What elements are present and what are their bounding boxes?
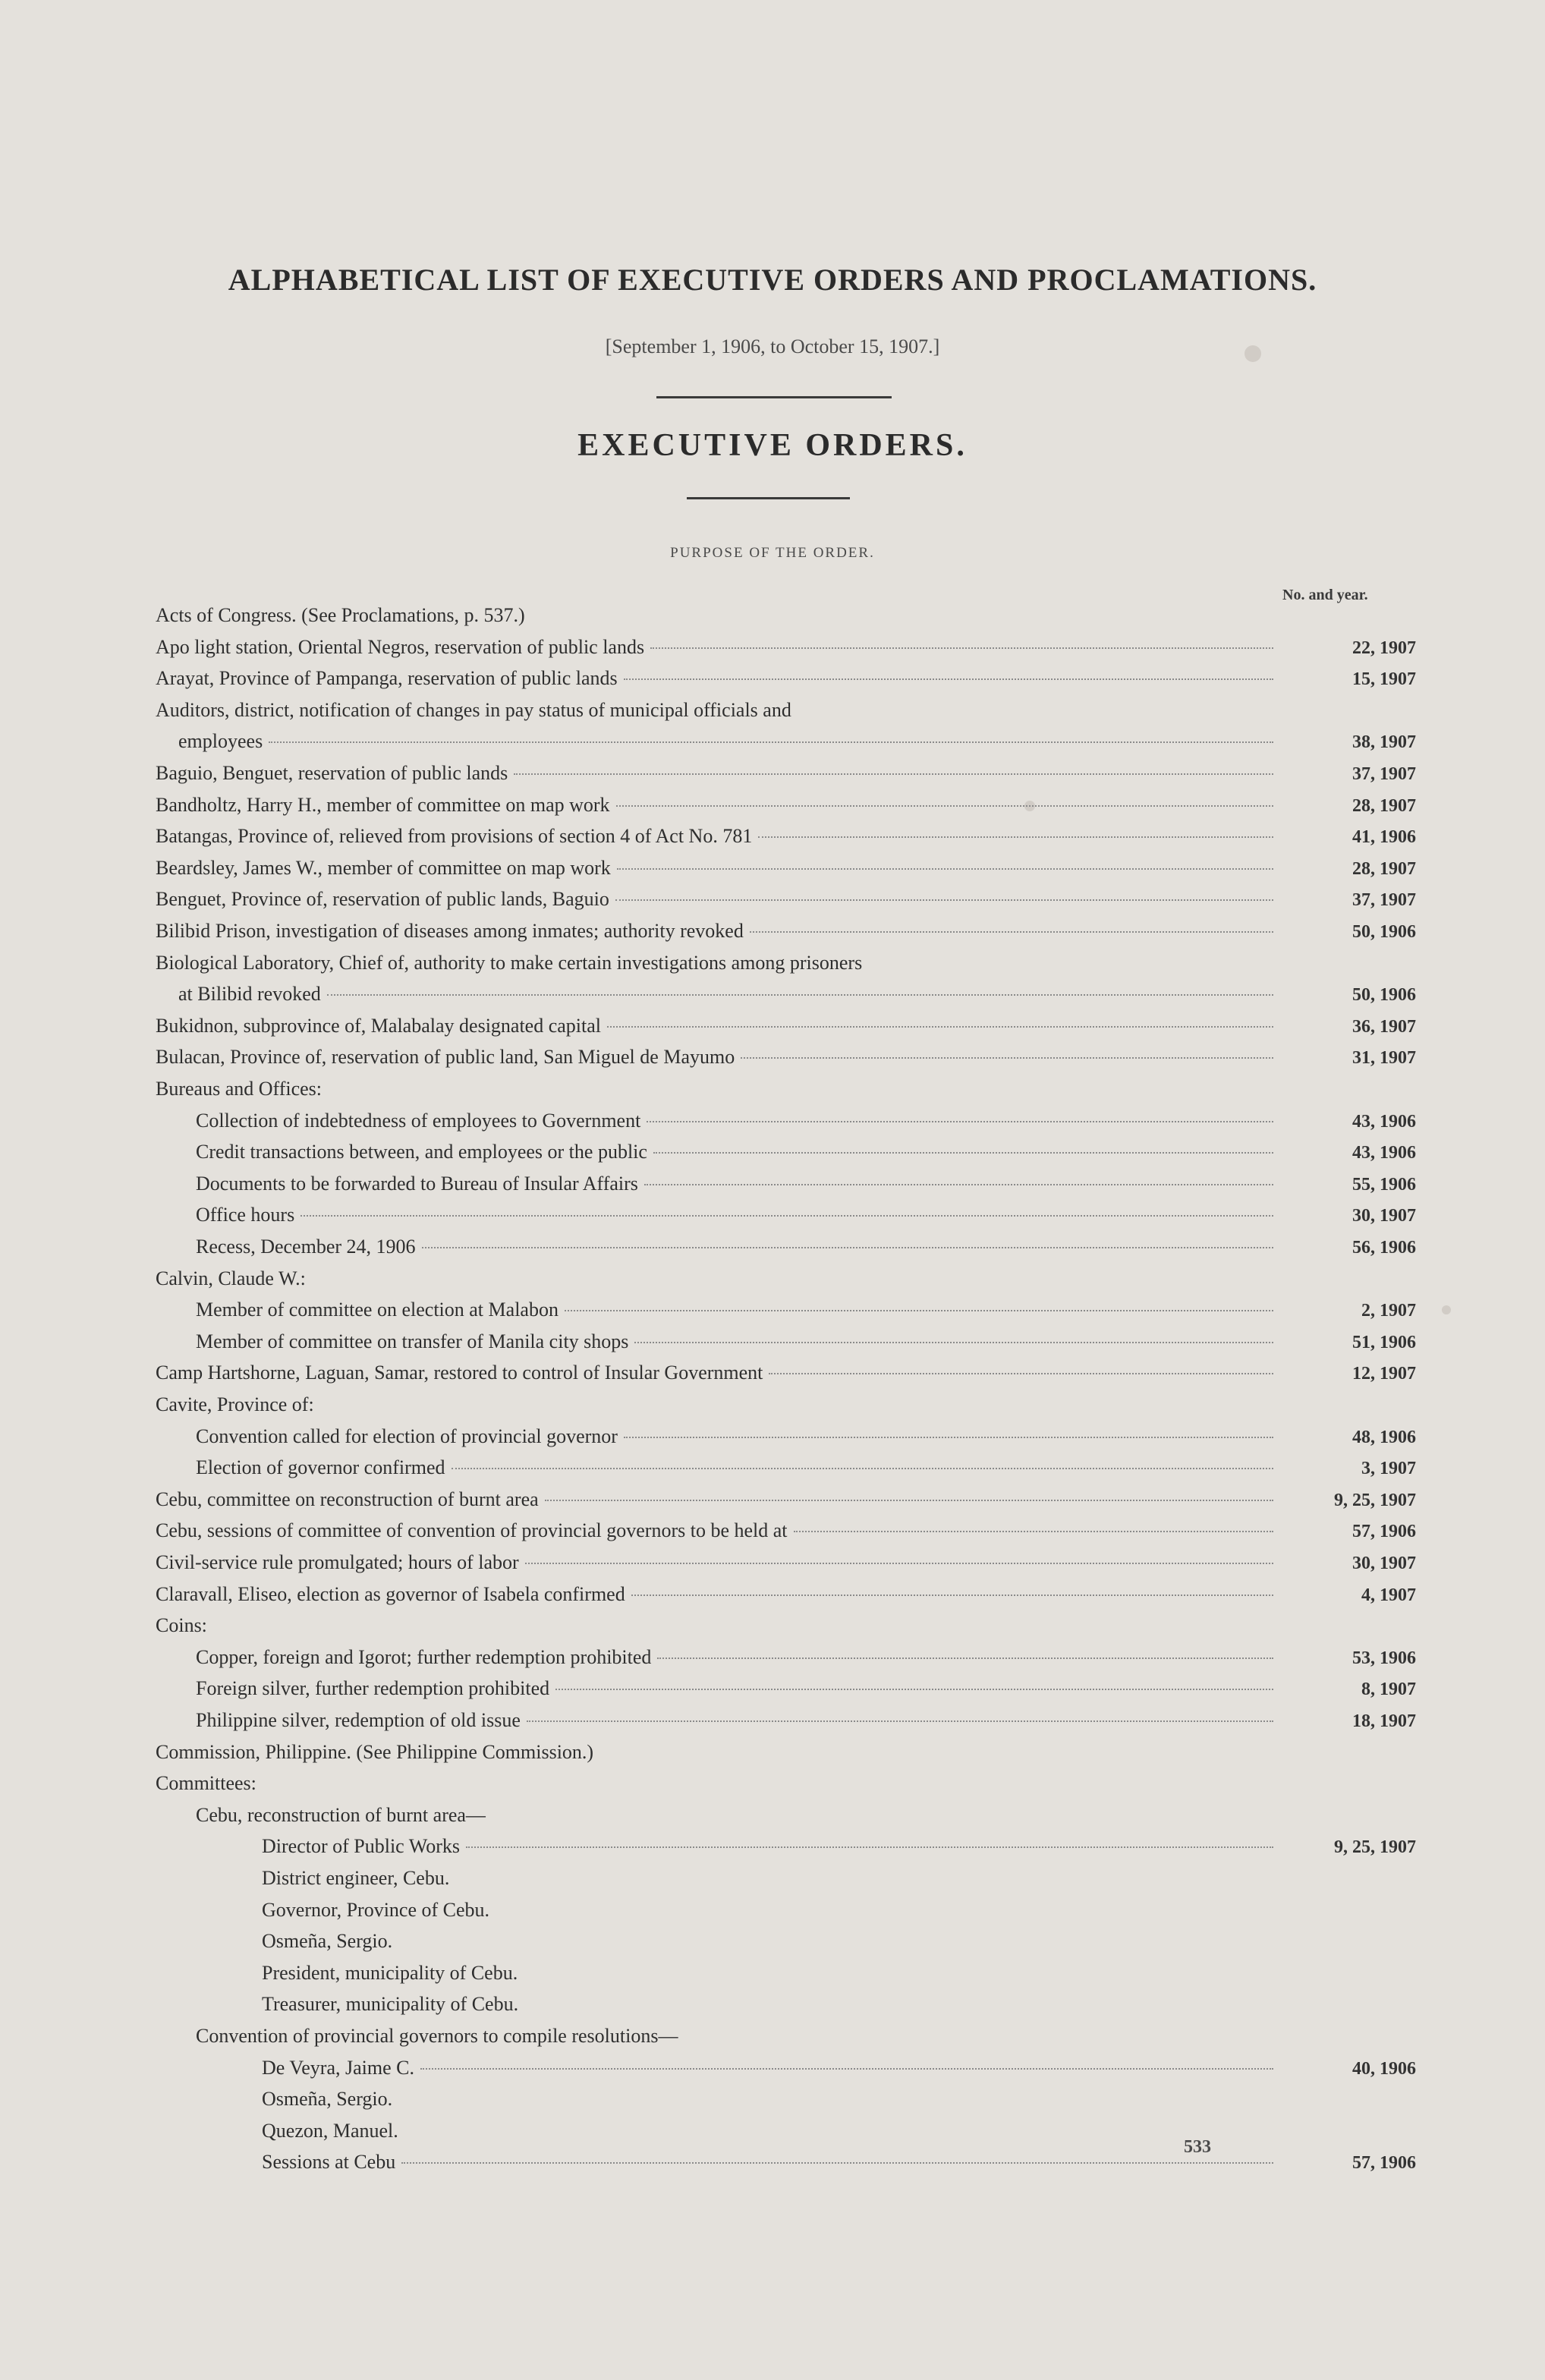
page-title: ALPHABETICAL LIST OF EXECUTIVE ORDERS AND PROCLAMATIONS. xyxy=(228,263,1317,297)
leader-dots xyxy=(514,773,1273,775)
leader-dots xyxy=(565,1310,1273,1311)
entry-number-year: 30, 1907 xyxy=(1352,1206,1416,1226)
entry-text: De Veyra, Jaime C. xyxy=(262,2056,414,2079)
entry-text: Beardsley, James W., member of committee on map work xyxy=(156,856,611,879)
entry-text: Convention called for election of provincial governor xyxy=(196,1425,618,1447)
entry-text: Member of committee on election at Malabon xyxy=(196,1299,559,1321)
index-entry xyxy=(196,1804,1416,1834)
leader-dots xyxy=(401,2162,1273,2164)
index-entry xyxy=(262,1993,1416,2023)
entry-text: Committees: xyxy=(156,1772,256,1795)
entry-number-year: 41, 1906 xyxy=(1352,827,1416,848)
leader-dots xyxy=(631,1595,1273,1596)
entry-number-year: 37, 1907 xyxy=(1352,764,1416,784)
column-title: PURPOSE OF THE ORDER. xyxy=(670,545,875,561)
leader-dots xyxy=(269,741,1273,743)
entry-text: Copper, foreign and Igorot; further redemption prohibited xyxy=(196,1645,652,1668)
date-range-subtitle: [September 1, 1906, to October 15, 1907.] xyxy=(605,335,940,357)
index-entry xyxy=(156,1741,1416,1771)
leader-dots xyxy=(758,836,1273,838)
index-entry xyxy=(262,1899,1416,1929)
entry-text: Cavite, Province of: xyxy=(156,1393,314,1415)
entry-text: Benguet, Province of, reservation of public lands, Baguio xyxy=(156,888,609,911)
entry-text: Documents to be forwarded to Bureau of Insular Affairs xyxy=(196,1172,638,1195)
leader-dots xyxy=(741,1057,1273,1059)
index-entry xyxy=(156,825,1416,855)
entry-text: Calvin, Claude W.: xyxy=(156,1267,306,1289)
entry-number-year: 48, 1906 xyxy=(1352,1427,1416,1447)
index-entry xyxy=(178,730,1416,760)
entry-text: Bukidnon, subprovince of, Malabalay designated capital xyxy=(156,1014,602,1037)
entry-text: President, municipality of Cebu. xyxy=(262,1961,518,1984)
index-entry xyxy=(196,1236,1416,1266)
index-entry xyxy=(196,1204,1416,1234)
entry-number-year: 9, 25, 1907 xyxy=(1334,1490,1416,1510)
index-entry xyxy=(262,1835,1416,1865)
entry-text: Director of Public Works xyxy=(262,1835,460,1858)
entry-number-year: 57, 1906 xyxy=(1352,2153,1416,2174)
leader-dots xyxy=(327,994,1273,996)
entry-text: Batangas, Province of, relieved from provisions of section 4 of Act No. 781 xyxy=(156,825,753,848)
entry-text: Philippine silver, redemption of old issue xyxy=(196,1709,521,1731)
index-entry xyxy=(262,2120,1416,2150)
leader-dots xyxy=(607,1026,1273,1028)
index-entry xyxy=(262,1867,1416,1897)
entry-number-year: 3, 1907 xyxy=(1361,1459,1416,1479)
entry-number-year: 9, 25, 1907 xyxy=(1334,1837,1416,1858)
leader-dots xyxy=(420,2068,1273,2070)
index-entry xyxy=(262,1930,1416,1960)
entry-text: Recess, December 24, 1906 xyxy=(196,1236,416,1258)
index-entry xyxy=(156,1772,1416,1802)
entry-text: Credit transactions between, and employees or the public xyxy=(196,1141,647,1163)
leader-dots xyxy=(422,1247,1273,1248)
entry-text: Cebu, reconstruction of burnt area— xyxy=(196,1803,486,1826)
entry-number-year: 36, 1907 xyxy=(1352,1016,1416,1037)
leader-dots xyxy=(545,1500,1273,1501)
leader-dots xyxy=(555,1689,1273,1690)
section-title: EXECUTIVE ORDERS. xyxy=(577,428,968,463)
leader-dots xyxy=(301,1215,1273,1217)
entry-text: Camp Hartshorne, Laguan, Samar, restored to control of Insular Government xyxy=(156,1362,763,1384)
leader-dots xyxy=(750,931,1273,933)
index-entry xyxy=(156,1488,1416,1519)
index-entry xyxy=(196,1330,1416,1361)
index-entry xyxy=(156,1583,1416,1613)
entry-text: Arayat, Province of Pampanga, reservation of public lands xyxy=(156,667,618,690)
entry-text: Sessions at Cebu xyxy=(262,2151,396,2174)
entry-number-year: 55, 1906 xyxy=(1352,1174,1416,1195)
index-entry xyxy=(156,857,1416,887)
index-entry xyxy=(156,952,1416,982)
entry-text: Bilibid Prison, investigation of diseases among inmates; authority revoked xyxy=(156,920,744,942)
leader-dots xyxy=(624,1437,1273,1438)
index-entry xyxy=(156,1614,1416,1645)
index-entry xyxy=(156,699,1416,729)
entry-text: Osmeña, Sergio. xyxy=(262,2088,393,2111)
entry-text: Baguio, Benguet, reservation of public lands xyxy=(156,762,508,784)
index-entry xyxy=(156,636,1416,666)
leader-dots xyxy=(644,1184,1273,1185)
index-entry xyxy=(196,2025,1416,2055)
entry-text: Bandholtz, Harry H., member of committee on map work xyxy=(156,793,610,816)
leader-dots xyxy=(624,678,1273,680)
entry-number-year: 57, 1906 xyxy=(1352,1522,1416,1542)
entry-number-year: 30, 1907 xyxy=(1352,1554,1416,1573)
entry-number-year: 28, 1907 xyxy=(1352,858,1416,879)
leader-dots xyxy=(647,1121,1273,1122)
index-entry xyxy=(156,1519,1416,1550)
entry-text: Cebu, sessions of committee of convention of provincial governors to be held at xyxy=(156,1519,788,1542)
index-entry xyxy=(196,1456,1416,1487)
index-entry xyxy=(156,1393,1416,1424)
entry-text: employees xyxy=(178,730,263,753)
entry-text: Cebu, committee on reconstruction of burnt area xyxy=(156,1488,539,1510)
leader-dots xyxy=(615,899,1273,901)
entry-number-year: 22, 1907 xyxy=(1352,638,1416,658)
entry-number-year: 8, 1907 xyxy=(1361,1680,1416,1700)
leader-dots xyxy=(650,647,1273,649)
entry-text: Governor, Province of Cebu. xyxy=(262,1898,490,1921)
page-number: 533 xyxy=(1184,2137,1211,2157)
entry-text: Collection of indebtedness of employees to Government xyxy=(196,1109,641,1132)
index-entry xyxy=(262,1962,1416,1992)
index-entry xyxy=(178,983,1416,1013)
index-entry xyxy=(156,1551,1416,1582)
entry-text: Bulacan, Province of, reservation of public land, San Miguel de Mayumo xyxy=(156,1046,735,1069)
leader-dots xyxy=(653,1152,1273,1154)
index-entry xyxy=(156,794,1416,824)
entry-text: Coins: xyxy=(156,1614,207,1637)
index-entry xyxy=(196,1173,1416,1203)
entry-text: Claravall, Eliseo, election as governor of Isabela confirmed xyxy=(156,1582,625,1605)
leader-dots xyxy=(769,1373,1273,1374)
entry-text: Member of committee on transfer of Manila city shops xyxy=(196,1330,629,1352)
leader-dots xyxy=(525,1563,1273,1564)
entry-text: Biological Laboratory, Chief of, authority to make certain investigations among prisoners xyxy=(156,951,863,974)
index-entry xyxy=(156,888,1416,918)
entry-number-year: 51, 1906 xyxy=(1352,1332,1416,1352)
entry-number-year: 40, 1906 xyxy=(1352,2058,1416,2079)
index-entry xyxy=(156,604,1416,634)
index-entry xyxy=(262,2057,1416,2087)
index-entry xyxy=(156,1046,1416,1076)
entry-text: Foreign silver, further redemption prohibited xyxy=(196,1677,550,1700)
index-entry xyxy=(196,1425,1416,1456)
entry-number-year: 56, 1906 xyxy=(1352,1238,1416,1258)
index-entry xyxy=(156,762,1416,792)
entry-text: Election of governor confirmed xyxy=(196,1456,445,1479)
index-entry xyxy=(262,2088,1416,2118)
entry-text: Auditors, district, notification of changes in pay status of municipal officials and xyxy=(156,698,791,721)
entry-number-year: 37, 1907 xyxy=(1352,890,1416,911)
index-entry xyxy=(156,667,1416,697)
entry-number-year: 18, 1907 xyxy=(1352,1711,1416,1731)
entry-number-year: 50, 1906 xyxy=(1352,922,1416,942)
leader-dots xyxy=(452,1468,1274,1469)
leader-dots xyxy=(657,1658,1273,1659)
leader-dots xyxy=(617,868,1273,870)
entry-number-year: 4, 1907 xyxy=(1361,1585,1416,1605)
index-entry xyxy=(196,1709,1416,1739)
entry-text: Treasurer, municipality of Cebu. xyxy=(262,1993,519,2016)
column-header-number-year: No. and year. xyxy=(1282,587,1368,603)
entry-text: Office hours xyxy=(196,1204,295,1226)
leader-dots xyxy=(527,1720,1273,1722)
entry-text: Commission, Philippine. (See Philippine Commission.) xyxy=(156,1740,594,1763)
index-entry xyxy=(156,920,1416,950)
index-entry xyxy=(156,1267,1416,1298)
index-entry xyxy=(196,1110,1416,1140)
entry-text: District engineer, Cebu. xyxy=(262,1867,450,1889)
entry-number-year: 50, 1906 xyxy=(1352,985,1416,1006)
index-entry xyxy=(156,1015,1416,1045)
leader-dots xyxy=(794,1531,1273,1532)
index-entry xyxy=(196,1646,1416,1676)
index-entry xyxy=(196,1677,1416,1708)
index-entry xyxy=(156,1078,1416,1108)
entry-text: Quezon, Manuel. xyxy=(262,2119,398,2142)
entry-text: Civil-service rule promulgated; hours of labor xyxy=(156,1551,519,1573)
entry-number-year: 12, 1907 xyxy=(1352,1364,1416,1384)
index-entry xyxy=(196,1141,1416,1171)
entry-number-year: 2, 1907 xyxy=(1361,1301,1416,1321)
entry-number-year: 28, 1907 xyxy=(1352,795,1416,816)
index-entry xyxy=(262,2151,1416,2181)
entry-text: at Bilibid revoked xyxy=(178,983,321,1006)
entry-text: Convention of provincial governors to compile resolutions— xyxy=(196,2025,678,2047)
entry-text: Bureaus and Offices: xyxy=(156,1078,323,1100)
entry-number-year: 43, 1906 xyxy=(1352,1111,1416,1132)
entry-number-year: 15, 1907 xyxy=(1352,669,1416,690)
entry-text: Acts of Congress. (See Proclamations, p. 537.) xyxy=(156,604,525,626)
entry-number-year: 53, 1906 xyxy=(1352,1648,1416,1668)
entry-number-year: 38, 1907 xyxy=(1352,732,1416,753)
entry-number-year: 43, 1906 xyxy=(1352,1143,1416,1163)
index-entry xyxy=(196,1299,1416,1329)
index-entry xyxy=(156,1362,1416,1392)
leader-dots xyxy=(616,805,1273,807)
entry-text: Osmeña, Sergio. xyxy=(262,1930,393,1953)
entry-number-year: 31, 1907 xyxy=(1352,1048,1416,1069)
leader-dots xyxy=(634,1342,1273,1343)
entry-text: Apo light station, Oriental Negros, reservation of public lands xyxy=(156,635,645,658)
leader-dots xyxy=(466,1846,1273,1848)
